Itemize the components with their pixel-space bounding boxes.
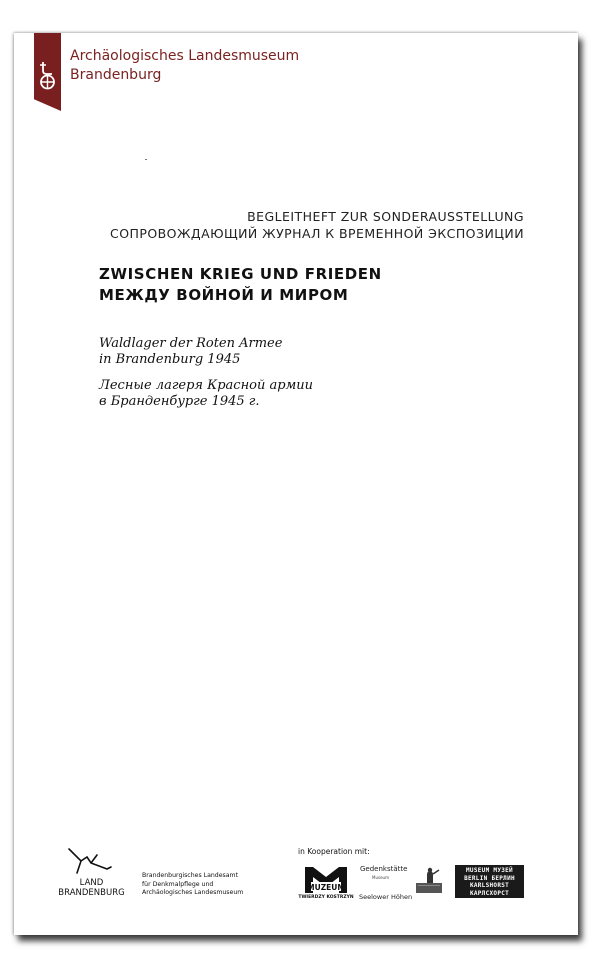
karlshorst-line3: KARLSHORST: [469, 882, 510, 890]
description-russian-line1: Лесные лагеря Красной армии: [99, 378, 314, 393]
karlshorst-line4: КАРЛСХОРСТ: [469, 889, 510, 897]
brandenburg-label: BRANDENBURG: [58, 888, 125, 898]
exhibition-subtitle: [94, 208, 524, 242]
bldam-line1: Brandenburgisches Landesamt: [142, 872, 238, 879]
subtitle-russian: СОПРОВОЖДАЮЩИЙ ЖУРНАЛ К ВРЕМЕННОЙ ЭКСПОЗИЦИИ: [110, 226, 524, 241]
subtitle-german: BEGLEITHEFT ZUR SONDERAUSSTELLUNG: [247, 209, 524, 224]
description-german-line1: Waldlager der Roten Armee: [99, 336, 283, 351]
eagle-icon: [67, 847, 113, 877]
museum-name-line1: Archäologisches Landesmuseum: [70, 48, 300, 64]
karlshorst-line2: BERLIN БЕРЛИН: [464, 874, 515, 882]
description-russian-line2: в Бранденбурге 1945 г.: [99, 394, 260, 409]
print-speck: [145, 159, 147, 160]
description-russian: [99, 378, 313, 410]
museum-karlshorst-logo: [455, 865, 524, 898]
museum-name: [70, 47, 299, 85]
muzeum-kostrzyn-logo: [297, 865, 355, 903]
kostrzyn-name: MUZEUM: [307, 883, 345, 892]
soldier-monument-icon: [416, 867, 442, 893]
museum-emblem-icon: [37, 60, 58, 92]
kostrzyn-sub-label: TWIERDZY KOSTRZYN: [298, 895, 354, 900]
description-german: [99, 336, 282, 368]
seelow-line2: Seelower Höhen: [359, 893, 413, 901]
booklet-cover: [14, 33, 578, 935]
title-german: ZWISCHEN KRIEG UND FRIEDEN: [99, 265, 382, 283]
bldam-credit: [142, 872, 243, 898]
seelow-small-label: Museum: [372, 875, 389, 880]
exhibition-title: [99, 264, 382, 306]
description-german-line2: in Brandenburg 1945: [99, 352, 241, 367]
seelow-line1: Gedenkstätte: [360, 865, 408, 873]
bldam-line2: für Denkmalpflege und: [142, 880, 214, 888]
cooperation-label: in Kooperation mit:: [298, 847, 370, 856]
land-brandenburg-logo: [54, 847, 129, 909]
land-label: LAND: [79, 878, 104, 888]
bldam-line3: Archäologisches Landesmuseum: [142, 889, 244, 896]
fortress-m-icon: [297, 865, 355, 895]
seelower-hoehen-logo: [358, 865, 444, 903]
museum-name-line2: Brandenburg: [70, 67, 162, 83]
title-russian: МЕЖДУ ВОЙНОЙ И МИРОМ: [99, 286, 349, 304]
karlshorst-line1: MUSEUM МУЗЕЙ: [466, 867, 513, 874]
museum-logo-bookmark: [34, 33, 61, 111]
